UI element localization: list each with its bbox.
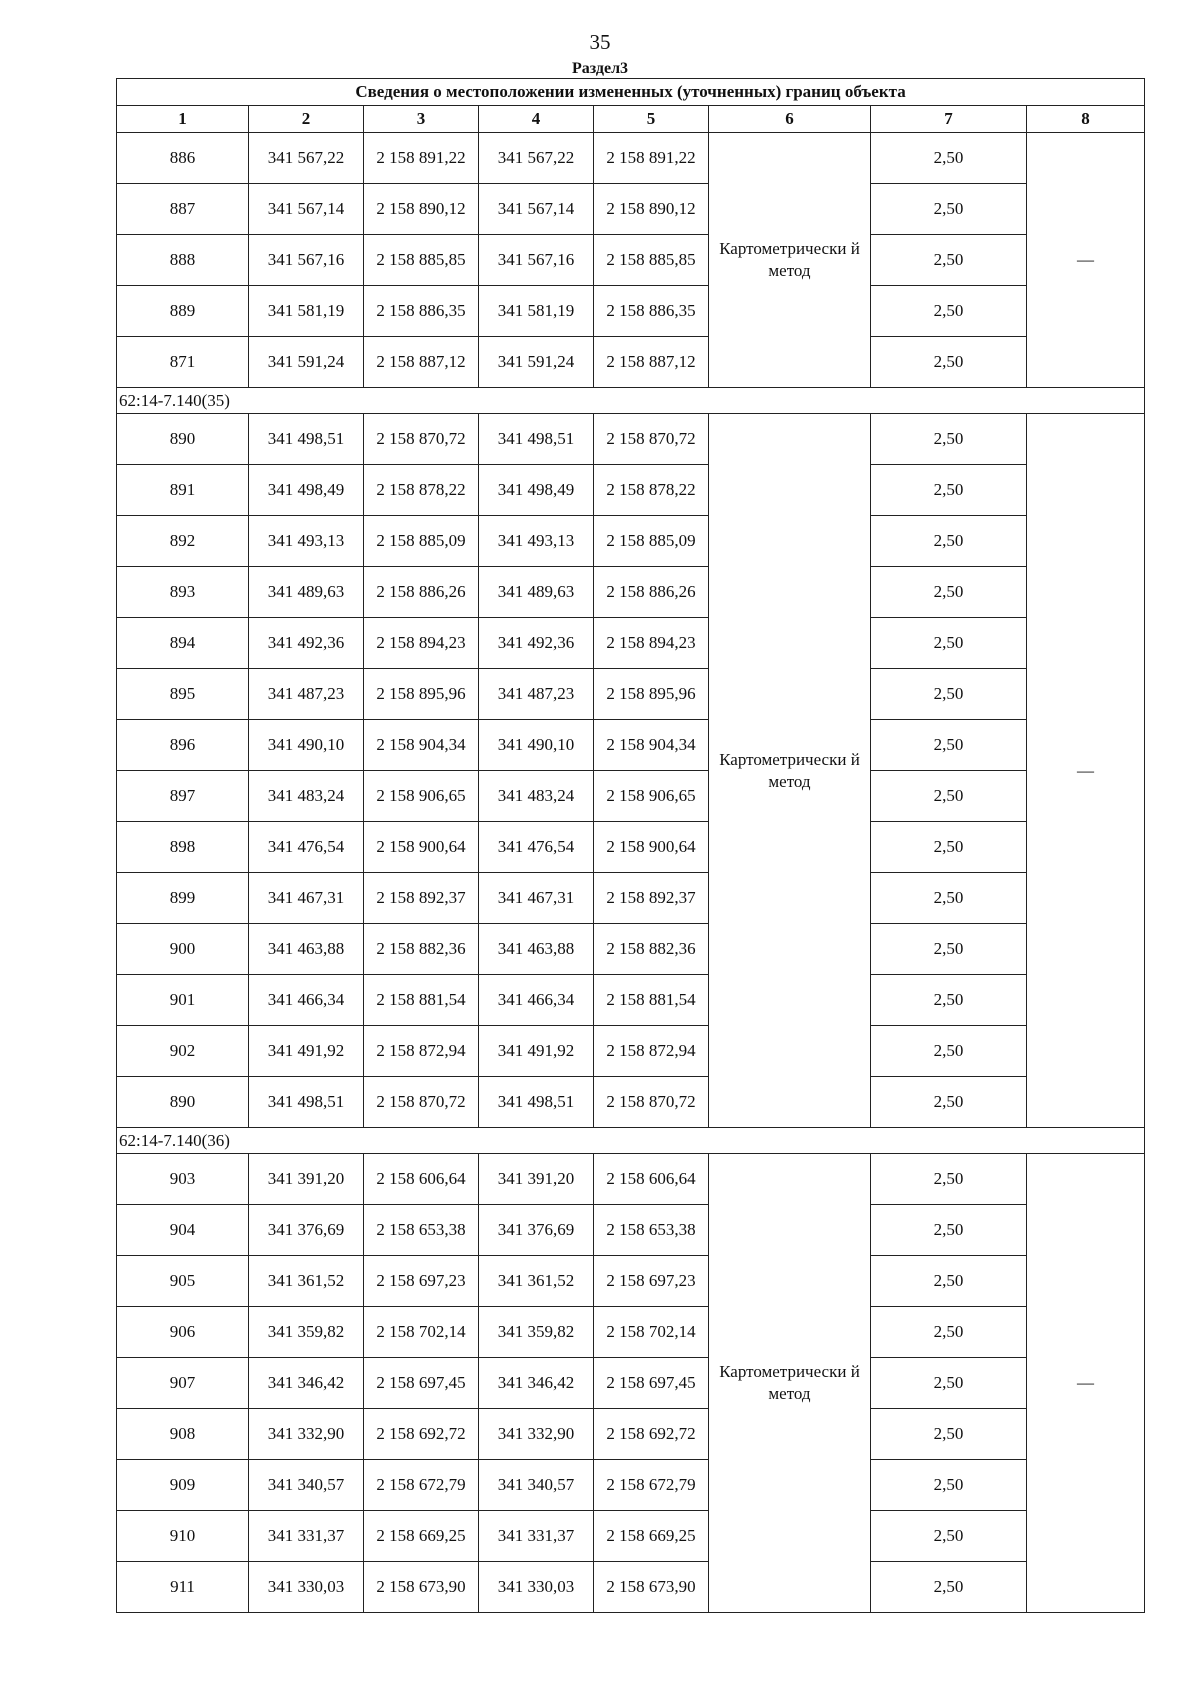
- table-row: [117, 1358, 1145, 1409]
- y-existing-cell: 2 158 904,34: [364, 720, 479, 771]
- accuracy-cell: 2,50: [871, 1511, 1027, 1562]
- accuracy-cell: 2,50: [871, 516, 1027, 567]
- point-number-cell: 892: [117, 516, 249, 567]
- point-number-cell: 888: [117, 235, 249, 286]
- y-existing-cell: 2 158 606,64: [364, 1154, 479, 1205]
- y-existing-cell: 2 158 669,25: [364, 1511, 479, 1562]
- method-cell: Картометрически й метод: [709, 414, 871, 1128]
- y-existing-cell: 2 158 653,38: [364, 1205, 479, 1256]
- x-refined-cell: 341 492,36: [479, 618, 594, 669]
- x-refined-cell: 341 567,22: [479, 133, 594, 184]
- y-refined-cell: 2 158 900,64: [594, 822, 709, 873]
- point-number-cell: 890: [117, 414, 249, 465]
- y-refined-cell: 2 158 904,34: [594, 720, 709, 771]
- accuracy-cell: 2,50: [871, 465, 1027, 516]
- x-existing-cell: 341 581,19: [249, 286, 364, 337]
- point-number-cell: 890: [117, 1077, 249, 1128]
- table-row: [117, 1205, 1145, 1256]
- accuracy-cell: 2,50: [871, 618, 1027, 669]
- y-refined-cell: 2 158 895,96: [594, 669, 709, 720]
- y-existing-cell: 2 158 872,94: [364, 1026, 479, 1077]
- column-number: 1: [117, 106, 249, 133]
- point-number-cell: 899: [117, 873, 249, 924]
- y-refined-cell: 2 158 697,23: [594, 1256, 709, 1307]
- accuracy-cell: 2,50: [871, 822, 1027, 873]
- y-refined-cell: 2 158 906,65: [594, 771, 709, 822]
- column-number: 8: [1027, 106, 1145, 133]
- x-refined-cell: 341 467,31: [479, 873, 594, 924]
- x-existing-cell: 341 567,14: [249, 184, 364, 235]
- x-refined-cell: 341 463,88: [479, 924, 594, 975]
- x-refined-cell: 341 346,42: [479, 1358, 594, 1409]
- page-number: 35: [589, 30, 611, 54]
- group-header-row: [117, 1128, 1145, 1154]
- x-refined-cell: 341 466,34: [479, 975, 594, 1026]
- y-refined-cell: 2 158 870,72: [594, 1077, 709, 1128]
- table-row: [117, 286, 1145, 337]
- x-refined-cell: 341 361,52: [479, 1256, 594, 1307]
- table-row: [117, 1409, 1145, 1460]
- x-refined-cell: 341 483,24: [479, 771, 594, 822]
- y-existing-cell: 2 158 673,90: [364, 1562, 479, 1613]
- x-existing-cell: 341 498,51: [249, 414, 364, 465]
- x-refined-cell: 341 487,23: [479, 669, 594, 720]
- y-existing-cell: 2 158 697,45: [364, 1358, 479, 1409]
- accuracy-cell: 2,50: [871, 235, 1027, 286]
- accuracy-cell: 2,50: [871, 975, 1027, 1026]
- point-number-cell: 910: [117, 1511, 249, 1562]
- section-title: Раздел3: [571, 60, 629, 77]
- y-refined-cell: 2 158 653,38: [594, 1205, 709, 1256]
- point-number-cell: 906: [117, 1307, 249, 1358]
- x-refined-cell: 341 359,82: [479, 1307, 594, 1358]
- table-row: [117, 771, 1145, 822]
- x-refined-cell: 341 490,10: [479, 720, 594, 771]
- point-number-cell: 891: [117, 465, 249, 516]
- column-number: 6: [709, 106, 871, 133]
- x-existing-cell: 341 498,49: [249, 465, 364, 516]
- table-row: [117, 1256, 1145, 1307]
- x-existing-cell: 341 491,92: [249, 1026, 364, 1077]
- point-number-cell: 889: [117, 286, 249, 337]
- y-existing-cell: 2 158 885,09: [364, 516, 479, 567]
- x-existing-cell: 341 466,34: [249, 975, 364, 1026]
- table-row: [117, 1460, 1145, 1511]
- y-existing-cell: 2 158 886,26: [364, 567, 479, 618]
- accuracy-cell: 2,50: [871, 133, 1027, 184]
- boundary-coordinates-table: [116, 78, 1145, 1613]
- table-row: [117, 235, 1145, 286]
- y-existing-cell: 2 158 900,64: [364, 822, 479, 873]
- x-existing-cell: 341 493,13: [249, 516, 364, 567]
- accuracy-cell: 2,50: [871, 184, 1027, 235]
- object-cadastral-label: 62:14-7.140(35): [117, 388, 1145, 414]
- method-cell: Картометрически й метод: [709, 133, 871, 388]
- x-refined-cell: 341 376,69: [479, 1205, 594, 1256]
- table-row: [117, 1077, 1145, 1128]
- table-row: [117, 975, 1145, 1026]
- accuracy-cell: 2,50: [871, 669, 1027, 720]
- column-number: 7: [871, 106, 1027, 133]
- y-existing-cell: 2 158 890,12: [364, 184, 479, 235]
- point-number-cell: 911: [117, 1562, 249, 1613]
- accuracy-cell: 2,50: [871, 873, 1027, 924]
- x-refined-cell: 341 391,20: [479, 1154, 594, 1205]
- point-number-cell: 905: [117, 1256, 249, 1307]
- point-number-cell: 894: [117, 618, 249, 669]
- y-refined-cell: 2 158 672,79: [594, 1460, 709, 1511]
- y-existing-cell: 2 158 870,72: [364, 1077, 479, 1128]
- point-number-cell: 900: [117, 924, 249, 975]
- x-refined-cell: 341 489,63: [479, 567, 594, 618]
- y-refined-cell: 2 158 692,72: [594, 1409, 709, 1460]
- point-number-cell: 893: [117, 567, 249, 618]
- x-existing-cell: 341 567,16: [249, 235, 364, 286]
- y-refined-cell: 2 158 702,14: [594, 1307, 709, 1358]
- accuracy-cell: 2,50: [871, 1154, 1027, 1205]
- point-number-cell: 898: [117, 822, 249, 873]
- x-refined-cell: 341 330,03: [479, 1562, 594, 1613]
- note-cell: —: [1027, 133, 1145, 388]
- accuracy-cell: 2,50: [871, 337, 1027, 388]
- table-row: [117, 873, 1145, 924]
- accuracy-cell: 2,50: [871, 1205, 1027, 1256]
- y-existing-cell: 2 158 894,23: [364, 618, 479, 669]
- x-existing-cell: 341 487,23: [249, 669, 364, 720]
- y-refined-cell: 2 158 673,90: [594, 1562, 709, 1613]
- y-refined-cell: 2 158 886,26: [594, 567, 709, 618]
- y-refined-cell: 2 158 886,35: [594, 286, 709, 337]
- column-number-row: [117, 106, 1145, 133]
- table-row: [117, 618, 1145, 669]
- column-number: 2: [249, 106, 364, 133]
- x-existing-cell: 341 361,52: [249, 1256, 364, 1307]
- accuracy-cell: 2,50: [871, 720, 1027, 771]
- point-number-cell: 871: [117, 337, 249, 388]
- y-refined-cell: 2 158 885,85: [594, 235, 709, 286]
- accuracy-cell: 2,50: [871, 1077, 1027, 1128]
- accuracy-cell: 2,50: [871, 414, 1027, 465]
- x-existing-cell: 341 330,03: [249, 1562, 364, 1613]
- table-row: [117, 414, 1145, 465]
- note-cell: —: [1027, 1154, 1145, 1613]
- y-existing-cell: 2 158 895,96: [364, 669, 479, 720]
- table-row: [117, 1026, 1145, 1077]
- y-existing-cell: 2 158 697,23: [364, 1256, 479, 1307]
- object-cadastral-label: 62:14-7.140(36): [117, 1128, 1145, 1154]
- y-refined-cell: 2 158 892,37: [594, 873, 709, 924]
- x-existing-cell: 341 346,42: [249, 1358, 364, 1409]
- table-caption: Сведения о местоположении измененных (уточненных) границ объекта: [117, 79, 1145, 106]
- x-existing-cell: 341 483,24: [249, 771, 364, 822]
- accuracy-cell: 2,50: [871, 567, 1027, 618]
- x-refined-cell: 341 476,54: [479, 822, 594, 873]
- point-number-cell: 909: [117, 1460, 249, 1511]
- x-refined-cell: 341 591,24: [479, 337, 594, 388]
- y-existing-cell: 2 158 702,14: [364, 1307, 479, 1358]
- column-number: 3: [364, 106, 479, 133]
- x-existing-cell: 341 463,88: [249, 924, 364, 975]
- y-existing-cell: 2 158 892,37: [364, 873, 479, 924]
- point-number-cell: 887: [117, 184, 249, 235]
- table-row: [117, 337, 1145, 388]
- x-existing-cell: 341 376,69: [249, 1205, 364, 1256]
- accuracy-cell: 2,50: [871, 1460, 1027, 1511]
- y-refined-cell: 2 158 872,94: [594, 1026, 709, 1077]
- y-refined-cell: 2 158 891,22: [594, 133, 709, 184]
- y-refined-cell: 2 158 870,72: [594, 414, 709, 465]
- x-refined-cell: 341 498,49: [479, 465, 594, 516]
- y-existing-cell: 2 158 692,72: [364, 1409, 479, 1460]
- x-existing-cell: 341 391,20: [249, 1154, 364, 1205]
- accuracy-cell: 2,50: [871, 1562, 1027, 1613]
- y-refined-cell: 2 158 697,45: [594, 1358, 709, 1409]
- y-refined-cell: 2 158 878,22: [594, 465, 709, 516]
- table-row: [117, 465, 1145, 516]
- accuracy-cell: 2,50: [871, 771, 1027, 822]
- table-row: [117, 720, 1145, 771]
- table-row: [117, 567, 1145, 618]
- x-refined-cell: 341 567,14: [479, 184, 594, 235]
- y-existing-cell: 2 158 878,22: [364, 465, 479, 516]
- accuracy-cell: 2,50: [871, 1026, 1027, 1077]
- point-number-cell: 904: [117, 1205, 249, 1256]
- x-refined-cell: 341 498,51: [479, 414, 594, 465]
- x-existing-cell: 341 567,22: [249, 133, 364, 184]
- y-refined-cell: 2 158 885,09: [594, 516, 709, 567]
- group-header-row: [117, 388, 1145, 414]
- x-existing-cell: 341 489,63: [249, 567, 364, 618]
- y-existing-cell: 2 158 887,12: [364, 337, 479, 388]
- y-refined-cell: 2 158 669,25: [594, 1511, 709, 1562]
- accuracy-cell: 2,50: [871, 1307, 1027, 1358]
- table-row: [117, 822, 1145, 873]
- y-refined-cell: 2 158 890,12: [594, 184, 709, 235]
- accuracy-cell: 2,50: [871, 1409, 1027, 1460]
- x-refined-cell: 341 332,90: [479, 1409, 594, 1460]
- x-existing-cell: 341 498,51: [249, 1077, 364, 1128]
- table-body: [117, 133, 1145, 1613]
- method-cell: Картометрически й метод: [709, 1154, 871, 1613]
- point-number-cell: 901: [117, 975, 249, 1026]
- y-existing-cell: 2 158 891,22: [364, 133, 479, 184]
- x-refined-cell: 341 498,51: [479, 1077, 594, 1128]
- point-number-cell: 895: [117, 669, 249, 720]
- accuracy-cell: 2,50: [871, 286, 1027, 337]
- table-row: [117, 1154, 1145, 1205]
- y-existing-cell: 2 158 906,65: [364, 771, 479, 822]
- y-existing-cell: 2 158 886,35: [364, 286, 479, 337]
- column-number: 5: [594, 106, 709, 133]
- y-refined-cell: 2 158 894,23: [594, 618, 709, 669]
- y-existing-cell: 2 158 885,85: [364, 235, 479, 286]
- column-number: 4: [479, 106, 594, 133]
- table-row: [117, 1511, 1145, 1562]
- x-refined-cell: 341 491,92: [479, 1026, 594, 1077]
- y-refined-cell: 2 158 881,54: [594, 975, 709, 1026]
- x-existing-cell: 341 490,10: [249, 720, 364, 771]
- point-number-cell: 908: [117, 1409, 249, 1460]
- x-existing-cell: 341 591,24: [249, 337, 364, 388]
- point-number-cell: 896: [117, 720, 249, 771]
- y-existing-cell: 2 158 672,79: [364, 1460, 479, 1511]
- note-cell: —: [1027, 414, 1145, 1128]
- x-refined-cell: 341 340,57: [479, 1460, 594, 1511]
- x-existing-cell: 341 359,82: [249, 1307, 364, 1358]
- x-existing-cell: 341 467,31: [249, 873, 364, 924]
- point-number-cell: 907: [117, 1358, 249, 1409]
- point-number-cell: 902: [117, 1026, 249, 1077]
- y-existing-cell: 2 158 870,72: [364, 414, 479, 465]
- x-refined-cell: 341 567,16: [479, 235, 594, 286]
- x-existing-cell: 341 492,36: [249, 618, 364, 669]
- point-number-cell: 903: [117, 1154, 249, 1205]
- accuracy-cell: 2,50: [871, 1358, 1027, 1409]
- y-existing-cell: 2 158 881,54: [364, 975, 479, 1026]
- table-row: [117, 924, 1145, 975]
- x-existing-cell: 341 476,54: [249, 822, 364, 873]
- table-row: [117, 133, 1145, 184]
- table-row: [117, 669, 1145, 720]
- x-existing-cell: 341 331,37: [249, 1511, 364, 1562]
- accuracy-cell: 2,50: [871, 1256, 1027, 1307]
- point-number-cell: 886: [117, 133, 249, 184]
- table-row: [117, 184, 1145, 235]
- table-row: [117, 1562, 1145, 1613]
- table-row: [117, 516, 1145, 567]
- table-row: [117, 1307, 1145, 1358]
- x-refined-cell: 341 493,13: [479, 516, 594, 567]
- x-refined-cell: 341 581,19: [479, 286, 594, 337]
- point-number-cell: 897: [117, 771, 249, 822]
- x-refined-cell: 341 331,37: [479, 1511, 594, 1562]
- accuracy-cell: 2,50: [871, 924, 1027, 975]
- y-refined-cell: 2 158 882,36: [594, 924, 709, 975]
- x-existing-cell: 341 340,57: [249, 1460, 364, 1511]
- y-existing-cell: 2 158 882,36: [364, 924, 479, 975]
- y-refined-cell: 2 158 606,64: [594, 1154, 709, 1205]
- y-refined-cell: 2 158 887,12: [594, 337, 709, 388]
- x-existing-cell: 341 332,90: [249, 1409, 364, 1460]
